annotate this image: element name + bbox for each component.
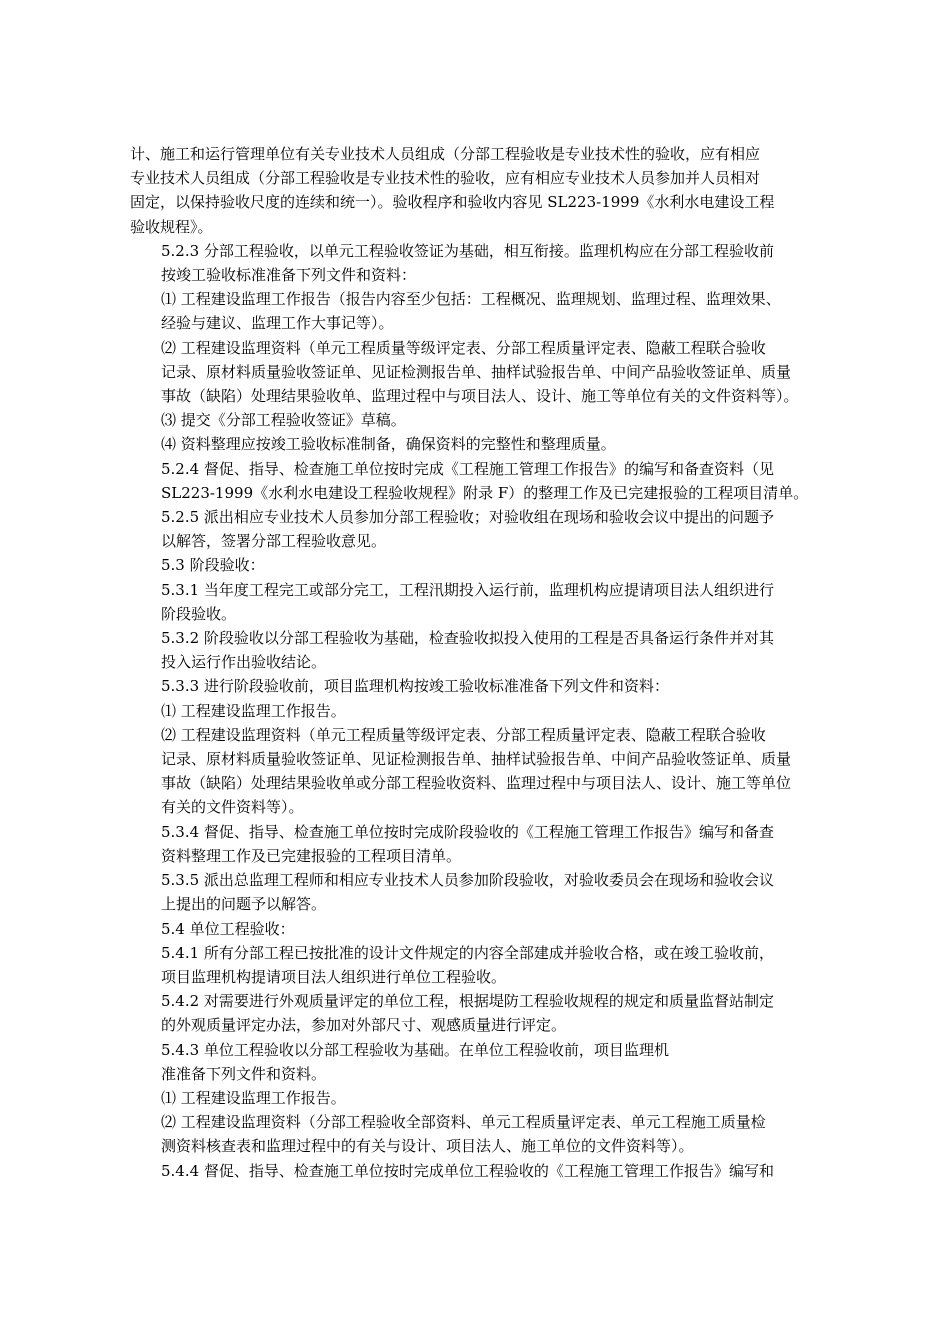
text-line: ⑴ 工程建设监理工作报告。 [161, 1088, 346, 1107]
text-line: 5.3 阶段验收： [161, 556, 265, 575]
text-line: 5.3.5 派出总监理工程师和相应专业技术人员参加阶段验收，对验收委员会在现场和验收会议 [161, 871, 774, 890]
text-line: 投入运行作出验收结论。 [161, 653, 327, 672]
text-line: 测资料核查表和监理过程中的有关与设计、项目法人、施工单位的文件资料等）。 [161, 1137, 694, 1156]
paragraph [130, 553, 842, 577]
text-line: 5.4.4 督促、指导、检查施工单位按时完成单位工程验收的《工程施工管理工作报告》编写和 [161, 1161, 774, 1180]
paragraph [130, 578, 842, 626]
text-line: 以解答，签署分部工程验收意见。 [161, 532, 387, 551]
paragraph [130, 674, 842, 698]
paragraph [130, 505, 842, 553]
text-line: ⑴ 工程建设监理工作报告（报告内容至少包括：工程概况、监理规划、监理过程、监理效果、 [161, 290, 781, 309]
text-line: ⑵ 工程建设监理资料（分部工程验收全部资料、单元工程质量评定表、单元工程施工质量检 [161, 1113, 766, 1132]
text-line: 经验与建议、监理工作大事记等）。 [161, 314, 394, 333]
paragraph [130, 723, 842, 820]
text-line: 5.4.3 单位工程验收以分部工程验收为基础。在单位工程验收前，项目监理机 [161, 1040, 669, 1059]
text-line: 5.4.2 对需要进行外观质量评定的单位工程，根据堤防工程验收规程的规定和质量监督站制定 [161, 992, 774, 1011]
paragraph [130, 941, 842, 989]
text-line: ⑶ 提交《分部工程验收签证》草稿。 [161, 411, 406, 430]
paragraph [130, 868, 842, 916]
paragraph [130, 457, 842, 505]
text-line: ⑵ 工程建设监理资料（单元工程质量等级评定表、分部工程质量评定表、隐蔽工程联合验收 [161, 725, 766, 744]
paragraph [130, 1038, 842, 1086]
paragraph [130, 1159, 842, 1183]
paragraph [130, 820, 842, 868]
text-line: 5.3.2 阶段验收以分部工程验收为基础，检查验收拟投入使用的工程是否具备运行条件并对其 [161, 629, 774, 648]
text-line: 5.2.4 督促、指导、检查施工单位按时完成《工程施工管理工作报告》的编写和备查资料（见 [161, 459, 774, 478]
text-line: 固定，以保持验收尺度的连续和统一）。验收程序和验收内容见 SL223-1999《水利水电建设工程 [130, 193, 775, 212]
text-line: 5.3.1 当年度工程完工或部分完工，工程汛期投入运行前，监理机构应提请项目法人组织进行 [161, 580, 774, 599]
text-line: 5.3.4 督促、指导、检查施工单位按时完成阶段验收的《工程施工管理工作报告》编写和备查 [161, 822, 774, 841]
paragraph [130, 989, 842, 1037]
text-line: 记录、原材料质量验收签证单、见证检测报告单、抽样试验报告单、中间产品验收签证单、质量 [161, 750, 792, 769]
paragraph [130, 142, 842, 239]
text-line: 阶段验收。 [161, 604, 237, 623]
paragraph [130, 917, 842, 941]
paragraph [130, 336, 842, 409]
text-line: 5.2.5 派出相应专业技术人员参加分部工程验收；对验收组在现场和验收会议中提出的问题予 [161, 508, 774, 527]
text-line: 验收规程》。 [130, 217, 213, 236]
paragraph [130, 626, 842, 674]
text-line: 按竣工验收标准准备下列文件和资料： [161, 266, 417, 285]
text-line: 资料整理工作及已完建报验的工程项目清单。 [161, 846, 462, 865]
paragraph [130, 432, 842, 456]
paragraph [130, 287, 842, 335]
text-line: ⑴ 工程建设监理工作报告。 [161, 701, 346, 720]
text-line: 准准备下列文件和资料。 [161, 1064, 327, 1083]
text-line: 5.3.3 进行阶段验收前，项目监理机构按竣工验收标准准备下列文件和资料： [161, 677, 669, 696]
text-line: 项目监理机构提请项目法人组织进行单位工程验收。 [161, 967, 507, 986]
text-line: ⑵ 工程建设监理资料（单元工程质量等级评定表、分部工程质量评定表、隐蔽工程联合验收 [161, 338, 766, 357]
text-line: 专业技术人员组成（分部工程验收是专业技术性的验收，应有相应专业技术人员参加并人员相对 [130, 169, 761, 188]
text-line: 有关的文件资料等）。 [161, 798, 304, 817]
paragraph [130, 1110, 842, 1158]
text-line: 上提出的问题予以解答。 [161, 895, 327, 914]
text-line: 事故（缺陷）处理结果验收单或分部工程验收资料、监理过程中与项目法人、设计、施工等单位 [161, 774, 792, 793]
text-line: ⑷ 资料整理应按竣工验收标准制备，确保资料的完整性和整理质量。 [161, 435, 616, 454]
paragraph [130, 239, 842, 287]
text-line: 5.2.3 分部工程验收，以单元工程验收签证为基础，相互衔接。监理机构应在分部工程验收前 [161, 241, 774, 260]
text-line: 记录、原材料质量验收签证单、见证检测报告单、抽样试验报告单、中间产品验收签证单、质量 [161, 362, 792, 381]
text-line: 5.4.1 所有分部工程已按批准的设计文件规定的内容全部建成并验收合格，或在竣工验收前， [161, 943, 774, 962]
paragraph [130, 1086, 842, 1110]
text-line: 事故（缺陷）处理结果验收单、监理过程中与项目法人、设计、施工等单位有关的文件资料等）。 [161, 387, 799, 406]
text-line: 计、施工和运行管理单位有关专业技术人员组成（分部工程验收是专业技术性的验收，应有相应 [130, 145, 761, 163]
paragraph [130, 699, 842, 723]
paragraph [130, 408, 842, 432]
document-body [130, 142, 842, 1183]
text-line: 5.4 单位工程验收： [161, 919, 295, 938]
text-line: 的外观质量评定办法，参加对外部尺寸、观感质量进行评定。 [161, 1016, 567, 1035]
text-line: SL223-1999《水利水电建设工程验收规程》附录 F）的整理工作及已完建报验的工程项目清单。 [161, 483, 809, 502]
